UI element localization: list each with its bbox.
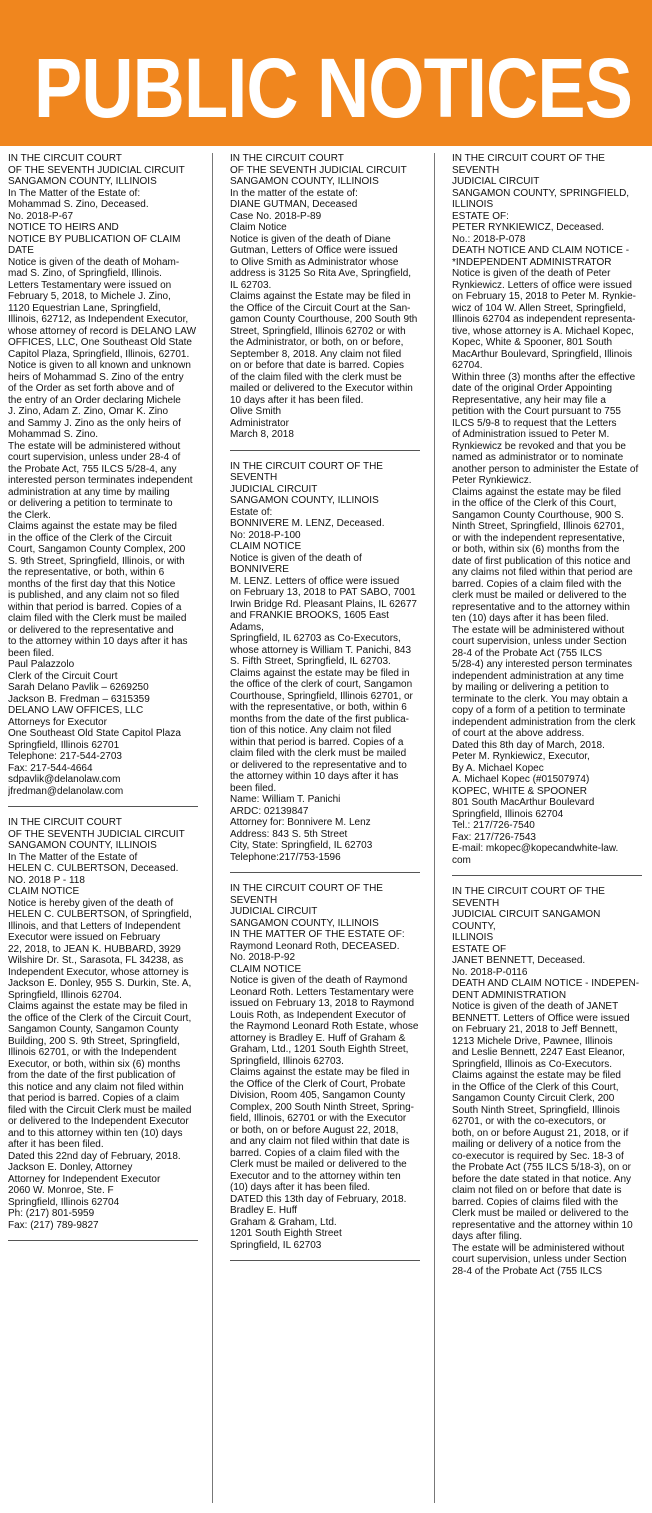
- legal-notice: [452, 153, 644, 866]
- legal-notice: [230, 461, 422, 864]
- notice-separator: [230, 1260, 420, 1261]
- column-2: [230, 153, 422, 1271]
- notice-separator: [8, 806, 198, 807]
- notice-text: IN THE CIRCUIT COURT OF THE SEVENTH JUDICIAL CIRCUIT SANGAMON COUNTY, SPRINGFIELD, ILLINOIS ESTATE OF: PETER RYNKIEWICZ, Deceased. No.: 2018-P-078 DEATH NOTICE AND CLAIM NOTICE - *INDEPENDENT ADMINISTRATOR Notice is given of the death of Peter Rynkiewicz. Letters of office were issued on February 15, 2018 to Peter M. Rynkie- wicz of 104 W. Allen Street, Springfield, Illinois 62704 as independent representa- tive, whose attorney is A. Michael Kopec, Kopec, White & Spooner, 801 South MacArthur Boulevard, Springfield, Illinois 62704. Within three (3) months after the effective date of the original Order Appointing Representative, any heir may file a petition with the Court pursuant to 755 ILCS 5/9-8 to request that the Letters of Administration issued to Peter M. Rynkiewicz be revoked and that you be named as administrator or to nominate another person to administer the Estate of Peter Rynkiewicz. Claims against the estate may be filed in the office of the Clerk of this Court, Sangamon County Courthouse, 900 S. Ninth Street, Springfield, Illinois 62701, or with the independent representative, or both, within six (6) months from the date of first publication of this notice and any claims not filed within that period are barred. Copies of a claim filed with the clerk must be mailed or delivered to the representative and to the attorney within ten (10) days after it has been filed. The estate will be administered without court supervision, unless under Section 28-4 of the Probate Act (755 ILCS 5/28-4) any interested person terminates independent administration at any time by mailing or delivering a petition to terminate to the clerk. You may obtain a copy of a form of a petition to terminate independent administration from the clerk of court at the above address. Dated this 8th day of March, 2018. Peter M. Rynkiewicz, Executor, By A. Michael Kopec A. Michael Kopec (#01507974) KOPEC, WHITE & SPOONER 801 South MacArthur Boulevard Springfield, Illinois 62704 Tel.: 217/726-7540 Fax: 217/726-7543 E-mail: mkopec@kopecandwhite-law. com: [452, 153, 639, 866]
- notice-text: IN THE CIRCUIT COURT OF THE SEVENTH JUDICIAL CIRCUIT SANGAMON COUNTY, ILLINOIS In The Matter of the Estate of HELEN C. CULBERTSON, Deceased. NO. 2018 P - 118 CLAIM NOTICE Notice is hereby given of the death of HELEN C. CULBERTSON, of Springfield, Illinois, and that Letters of Independent Executor were issued on February 22, 2018, to JEAN K. HUBBARD, 3929 Wilshire Dr. St., Sarasota, FL 34238, as Independent Executor, whose attorney is Jackson E. Donley, 955 S. Durkin, Ste. A, Springfield, Illinois 62704. Claims against the estate may be filed in the office of the Clerk of the Circuit Court, Sangamon County, Sangamon County Building, 200 S. 9th Street, Springfield, Illinois 62701, or with the Independent Executor, or both, within six (6) months from the date of the first publication of this notice and any claim not filed within that period is barred. Copies of a claim filed with the Circuit Clerk must be mailed or delivered to the Independent Executor and to this attorney within ten (10) days after it has been filed. Dated this 22nd day of February, 2018. Jackson E. Donley, Attorney Attorney for Independent Executor 2060 W. Monroe, Ste. F Springfield, Illinois 62704 Ph: (217) 801-5959 Fax: (217) 789-9827: [8, 817, 192, 1231]
- notice-text: IN THE CIRCUIT COURT OF THE SEVENTH JUDICIAL CIRCUIT SANGAMON COUNTY, ILLINOIS ESTATE OF JANET BENNETT, Deceased. No. 2018-P-0116 DEATH AND CLAIM NOTICE - INDEPEN- DENT ADMINISTRATION Notice is given of the death of JANET BENNETT. Letters of Office were issued on February 21, 2018 to Jeff Bennett, 1213 Michele Drive, Pawnee, Illinois and Leslie Bennett, 2247 East Eleanor, Springfield, Illinois as Co-Executors. Claims against the estate may be filed in the Office of the Clerk of this Court, Sangamon County Circuit Clerk, 200 South Ninth Street, Springfield, Illinois 62701, or with the co-executors, or both, on or before August 21, 2018, or if mailing or delivery of a notice from the co-executor is required by Sec. 18-3 of the Probate Act (755 ILCS 5/18-3), on or before the date stated in that notice. Any claim not filed on or before that date is barred. Copies of claims filed with the Clerk must be mailed or delivered to the representative and the attorney within 10 days after filing. The estate will be administered without court supervision, unless under Section 28-4 of the Probate Act (755 ILCS: [452, 886, 640, 1277]
- notice-separator: [8, 1240, 198, 1241]
- legal-notice: [8, 817, 200, 1231]
- notice-text: IN THE CIRCUIT COURT OF THE SEVENTH JUDICIAL CIRCUIT SANGAMON COUNTY, ILLINOIS Estate of: BONNIVERE M. LENZ, Deceased. No: 2018-P-100 CLAIM NOTICE Notice is given of the death of BONNIVERE M. LENZ. Letters of office were issued on February 13, 2018 to PAT SABO, 7001 Irwin Bridge Rd. Pleasant Plains, IL 62677 and FRANKIE BROOKS, 1605 East Adams, Springfield, IL 62703 as Co-Executors, whose attorney is William T. Panichi, 843 S. Fifth Street, Springfield, IL 62703. Claims against the estate may be filed in the office of the clerk of court, Sangamon Courthouse, Springfield, Illinois 62701, or with the representative, or both, within 6 months from the date of the first publica- tion of this notice. Any claim not filed within that period is barred. Copies of a claim filed with the clerk must be mailed or delivered to the representative and to the attorney within 10 days after it has been filed. Name: William T. Panichi ARDC: 02139847 Attorney for: Bonnivere M. Lenz Address: 843 S. 5th Street City, State: Springfield, IL 62703 Telephone:217/753-1596: [230, 460, 417, 863]
- notice-text: IN THE CIRCUIT COURT OF THE SEVENTH JUDICIAL CIRCUIT SANGAMON COUNTY, ILLINOIS In the matter of the estate of: DIANE GUTMAN, Deceased Case No. 2018-P-89 Claim Notice Notice is given of the death of Diane Gutman, Letters of Office were issued to Olive Smith as Administrator whose address is 3125 So Rita Ave, Springfield, IL 62703. Claims against the Estate may be filed in the Office of the Circuit Court at the San- gamon County Courthouse, 200 South 9th Street, Springfield, Illinois 62702 or with the Administrator, or both, on or before, September 8, 2018. Any claim not filed on or before that date is barred. Copies of the claim filed with the clerk must be mailed or delivered to the Executor within 10 days after it has been filed. Olive Smith Administrator March 8, 2018: [230, 153, 418, 440]
- header-banner: [0, 0, 652, 146]
- column-1: [8, 153, 200, 1251]
- column-3: [452, 153, 644, 1277]
- notice-text: IN THE CIRCUIT COURT OF THE SEVENTH JUDICIAL CIRCUIT SANGAMON COUNTY, ILLINOIS In The Matter of the Estate of: Mohammad S. Zino, Deceased. No. 2018-P-67 NOTICE TO HEIRS AND NOTICE BY PUBLICATION OF CLAIM DATE Notice is given of the death of Moham- mad S. Zino, of Springfield, Illinois. Letters Testamentary were issued on February 5, 2018, to Michele J. Zino, 1120 Equestrian Lane, Springfield, Illinois, 62712, as Independent Executor, whose attorney of record is DELANO LAW OFFICES, LLC, One Southeast Old State Capitol Plaza, Springfield, Illinois, 62701. Notice is given to all known and unknown heirs of Mohammad S. Zino of the entry of the Order as set forth above and of the entry of an Order declaring Michele J. Zino, Adam Z. Zino, Omar K. Zino and Sammy J. Zino as the only heirs of Mohammad S. Zino. The estate will be administered without court supervision, unless under 28-4 of the Probate Act, 755 ILCS 5/28-4, any interested person terminates independent administration at any time by mailing or delivering a petition to terminate to the Clerk. Claims against the estate may be filed in the office of the Clerk of the Circuit Court, Sangamon County Complex, 200 S. 9th Street, Springfield, Illinois, or with the representative, or both, within 6 months of the first day that this Notice is published, and any claim not so filed within that period is barred. Copies of a claim filed with the Clerk must be mailed or delivered to the representative and to the attorney within 10 days after it has been filed. Paul Palazzolo Clerk of the Circuit Court Sarah Delano Pavlik – 6269250 Jackson B. Fredman – 6315359 DELANO LAW OFFICES, LLC Attorneys for Executor One Southeast Old State Capitol Plaza Springfield, Illinois 62701 Telephone: 217-544-2703 Fax: 217-544-4664 sdpavlik@delanolaw.com jfredman@delanolaw.com: [8, 153, 197, 797]
- legal-notice: [452, 886, 644, 1277]
- legal-notice: [8, 153, 200, 797]
- legal-notice: [230, 153, 422, 441]
- page-title: PUBLIC NOTICES: [34, 41, 633, 135]
- notices-columns: [0, 153, 652, 1508]
- notice-text: IN THE CIRCUIT COURT OF THE SEVENTH JUDICIAL CIRCUIT SANGAMON COUNTY, ILLINOIS IN THE MATTER OF THE ESTATE OF: Raymond Leonard Roth, DECEASED. No. 2018-P-92 CLAIM NOTICE Notice is given of the death of Raymond Leonard Roth. Letters Testamentary were issued on February 13, 2018 to Raymond Louis Roth, as Independent Executor of the Raymond Leonard Roth Estate, whose attorney is Bradley E. Huff of Graham & Graham, Ltd., 1201 South Eighth Street, Springfield, Illinois 62703. Claims against the estate may be filed in the Office of the Clerk of Court, Probate Division, Room 405, Sangamon County Complex, 200 South Ninth Street, Spring- field, Illinois, 62701 or with the Executor or both, on or before August 22, 2018, and any claim not filed within that date is barred. Copies of a claim filed with the Clerk must be mailed or delivered to the Executor and to the attorney within ten (10) days after it has been filed. DATED this 13th day of February, 2018. Bradley E. Huff Graham & Graham, Ltd. 1201 South Eighth Street Springfield, IL 62703: [230, 883, 419, 1251]
- notice-separator: [230, 872, 420, 873]
- legal-notice: [230, 883, 422, 1251]
- notice-separator: [452, 875, 642, 876]
- notice-separator: [230, 450, 420, 451]
